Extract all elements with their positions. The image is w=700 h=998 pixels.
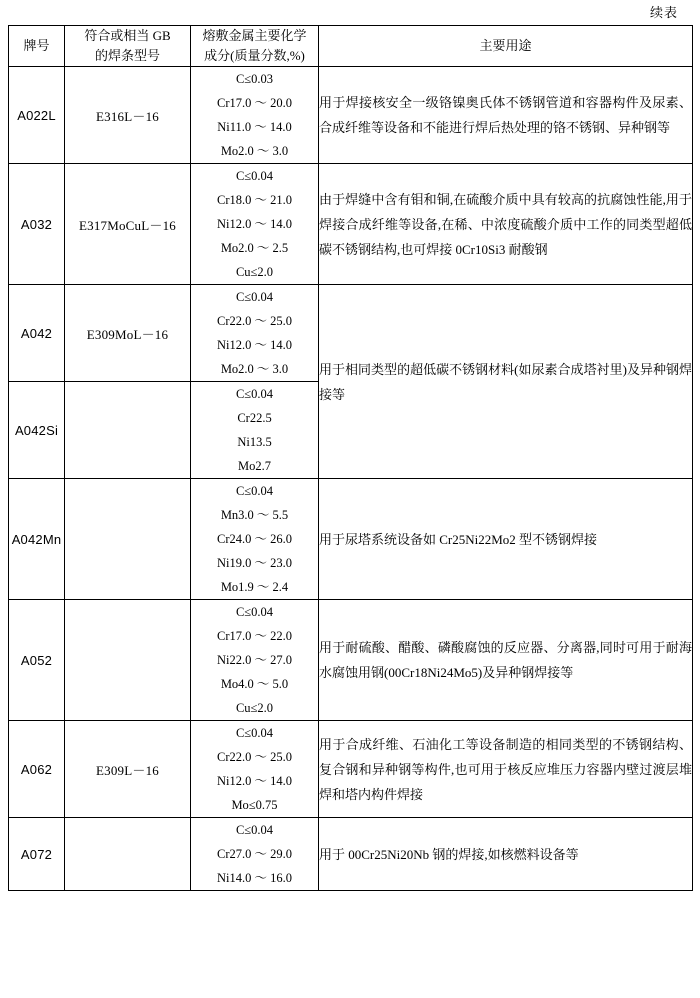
composition-line: Mo2.7	[238, 459, 271, 473]
composition-line: Ni14.0 ～ 16.0	[216, 871, 292, 885]
table-header	[9, 26, 693, 67]
table-row	[9, 164, 693, 285]
composition-line: Cr17.0 ～ 22.0	[216, 629, 292, 643]
composition-line: Cu≤2.0	[235, 265, 274, 279]
composition-line: Cr24.0 ～ 26.0	[216, 532, 292, 546]
table-row	[9, 479, 693, 600]
cell-composition	[191, 600, 319, 721]
cell-grade: A062	[9, 721, 65, 818]
cell-use: 用于 00Cr25Ni20Nb 钢的焊接,如核燃料设备等	[319, 818, 693, 891]
cell-composition	[191, 818, 319, 891]
composition-line: Cr22.0 ～ 25.0	[216, 750, 292, 764]
composition-line: C≤0.04	[235, 605, 274, 619]
composition-line: Mo4.0 ～ 5.0	[220, 677, 289, 691]
composition-line: C≤0.04	[235, 484, 274, 498]
cell-use: 用于尿塔系统设备如 Cr25Ni22Mo2 型不锈钢焊接	[319, 479, 693, 600]
cell-grade: A022L	[9, 67, 65, 164]
cell-grade: A052	[9, 600, 65, 721]
composition-line: Mo2.0 ～ 3.0	[220, 144, 289, 158]
column-header-use: 主要用途	[319, 26, 693, 67]
table-header-row	[9, 26, 693, 67]
table-row	[9, 721, 693, 818]
composition-line: Mn3.0 ～ 5.5	[220, 508, 289, 522]
composition-line: Mo2.0 ～ 3.0	[220, 362, 289, 376]
cell-grade: A042	[9, 285, 65, 382]
composition-line: Ni19.0 ～ 23.0	[216, 556, 292, 570]
cell-gb-type: E316L－16	[65, 67, 191, 164]
cell-use: 用于耐硫酸、醋酸、磷酸腐蚀的反应器、分离器,同时可用于耐海水腐蚀用钢(00Cr18Ni24Mo5)及异种钢焊接等	[319, 600, 693, 721]
composition-line: C≤0.04	[235, 387, 274, 401]
cell-grade: A042Si	[9, 382, 65, 479]
composition-line: Mo≤0.75	[231, 798, 278, 812]
cell-gb-type	[65, 818, 191, 891]
composition-line: C≤0.04	[235, 726, 274, 740]
composition-line: Mo2.0 ～ 2.5	[220, 241, 289, 255]
composition-line: Cr27.0 ～ 29.0	[216, 847, 292, 861]
column-header-grade: 牌号	[9, 26, 65, 67]
table-row	[9, 67, 693, 164]
column-header-composition: 熔敷金属主要化学 成分(质量分数,%)	[191, 26, 319, 67]
cell-use: 用于相同类型的超低碳不锈钢材料(如尿素合成塔衬里)及异种钢焊接等	[319, 285, 693, 479]
cell-gb-type	[65, 600, 191, 721]
cell-composition	[191, 479, 319, 600]
cell-composition	[191, 285, 319, 382]
composition-line: Ni12.0 ～ 14.0	[216, 338, 292, 352]
composition-line: Cu≤2.0	[235, 701, 274, 715]
composition-line: Mo1.9 ～ 2.4	[220, 580, 289, 594]
table-row	[9, 600, 693, 721]
composition-line: Cr22.5	[237, 411, 272, 425]
table-body	[9, 67, 693, 891]
cell-gb-type: E317MoCuL－16	[65, 164, 191, 285]
composition-line: Cr22.0 ～ 25.0	[216, 314, 292, 328]
continued-table-label: 续表	[649, 5, 678, 20]
cell-composition	[191, 164, 319, 285]
cell-use: 用于焊接核安全一级铬镍奥氏体不锈钢管道和容器构件及尿素、合成纤维等设备和不能进行焊后热处理的铬不锈钢、异种钢等	[319, 67, 693, 164]
composition-line: Ni12.0 ～ 14.0	[216, 217, 292, 231]
cell-composition	[191, 721, 319, 818]
column-header-gb-type: 符合或相当 GB 的焊条型号	[65, 26, 191, 67]
welding-electrode-table	[8, 25, 693, 891]
composition-line: Cr18.0 ～ 21.0	[216, 193, 292, 207]
cell-composition	[191, 382, 319, 479]
cell-grade: A032	[9, 164, 65, 285]
cell-gb-type	[65, 382, 191, 479]
cell-gb-type: E309L－16	[65, 721, 191, 818]
cell-use: 由于焊缝中含有钼和铜,在硫酸介质中具有较高的抗腐蚀性能,用于焊接合成纤维等设备,在稀、中浓度硫酸介质中工作的同类型超低碳不锈钢结构,也可焊接 0Cr10Si3 耐酸钢	[319, 164, 693, 285]
composition-line: C≤0.04	[235, 290, 274, 304]
composition-line: Ni22.0 ～ 27.0	[216, 653, 292, 667]
composition-line: Ni13.5	[237, 435, 272, 449]
composition-line: Cr17.0 ～ 20.0	[216, 96, 292, 110]
composition-line: Ni11.0 ～ 14.0	[217, 120, 292, 134]
composition-line: C≤0.03	[235, 72, 274, 86]
cell-grade: A072	[9, 818, 65, 891]
table-row	[9, 285, 693, 382]
cell-gb-type	[65, 479, 191, 600]
cell-grade: A042Mn	[9, 479, 65, 600]
cell-composition	[191, 67, 319, 164]
table-row	[9, 818, 693, 891]
composition-line: C≤0.04	[235, 169, 274, 183]
cell-use: 用于合成纤维、石油化工等设备制造的相同类型的不锈钢结构、复合钢和异种钢等构件,也可用于核反应堆压力容器内壁过渡层堆焊和塔内构件焊接	[319, 721, 693, 818]
cell-gb-type: E309MoL－16	[65, 285, 191, 382]
composition-line: C≤0.04	[235, 823, 274, 837]
composition-line: Ni12.0 ～ 14.0	[216, 774, 292, 788]
